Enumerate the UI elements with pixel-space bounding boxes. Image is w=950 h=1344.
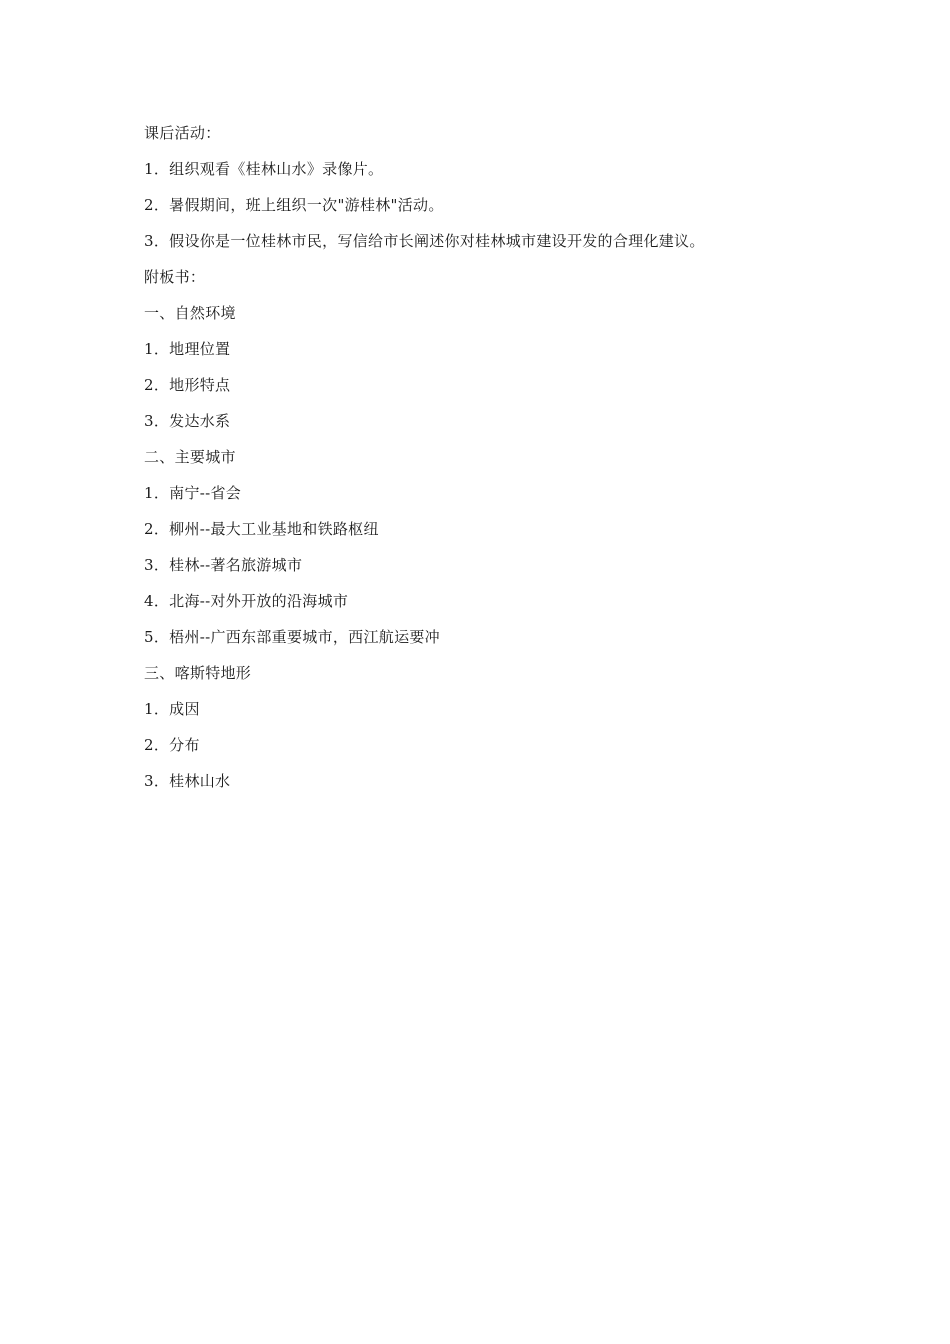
outline-item: 4．北海--对外开放的沿海城市 <box>144 592 349 610</box>
section-heading-after-class-activities: 课后活动： <box>144 124 221 142</box>
outline-item: 2．分布 <box>144 736 200 754</box>
outline-heading-karst-landform: 三、喀斯特地形 <box>144 664 252 682</box>
outline-item: 2．柳州--最大工业基地和铁路枢纽 <box>144 520 379 538</box>
section-heading-blackboard: 附板书： <box>144 268 206 286</box>
activity-item-3: 3．假设你是一位桂林市民，写信给市长阐述你对桂林城市建设开发的合理化建议。 <box>144 232 705 250</box>
activity-item-1: 1．组织观看《桂林山水》录像片。 <box>144 160 384 178</box>
activity-item-2: 2．暑假期间，班上组织一次"游桂林"活动。 <box>144 196 444 214</box>
outline-heading-natural-environment: 一、自然环境 <box>144 304 236 322</box>
outline-item: 3．桂林--著名旅游城市 <box>144 556 303 574</box>
outline-item: 2．地形特点 <box>144 376 231 394</box>
document-page <box>144 124 844 808</box>
outline-heading-major-cities: 二、主要城市 <box>144 448 236 466</box>
outline-item: 3．发达水系 <box>144 412 231 430</box>
outline-item: 1．成因 <box>144 700 200 718</box>
outline-item: 5．梧州--广西东部重要城市，西江航运要冲 <box>144 628 440 646</box>
outline-item: 3．桂林山水 <box>144 772 231 790</box>
outline-item: 1．南宁--省会 <box>144 484 242 502</box>
outline-item: 1．地理位置 <box>144 340 231 358</box>
